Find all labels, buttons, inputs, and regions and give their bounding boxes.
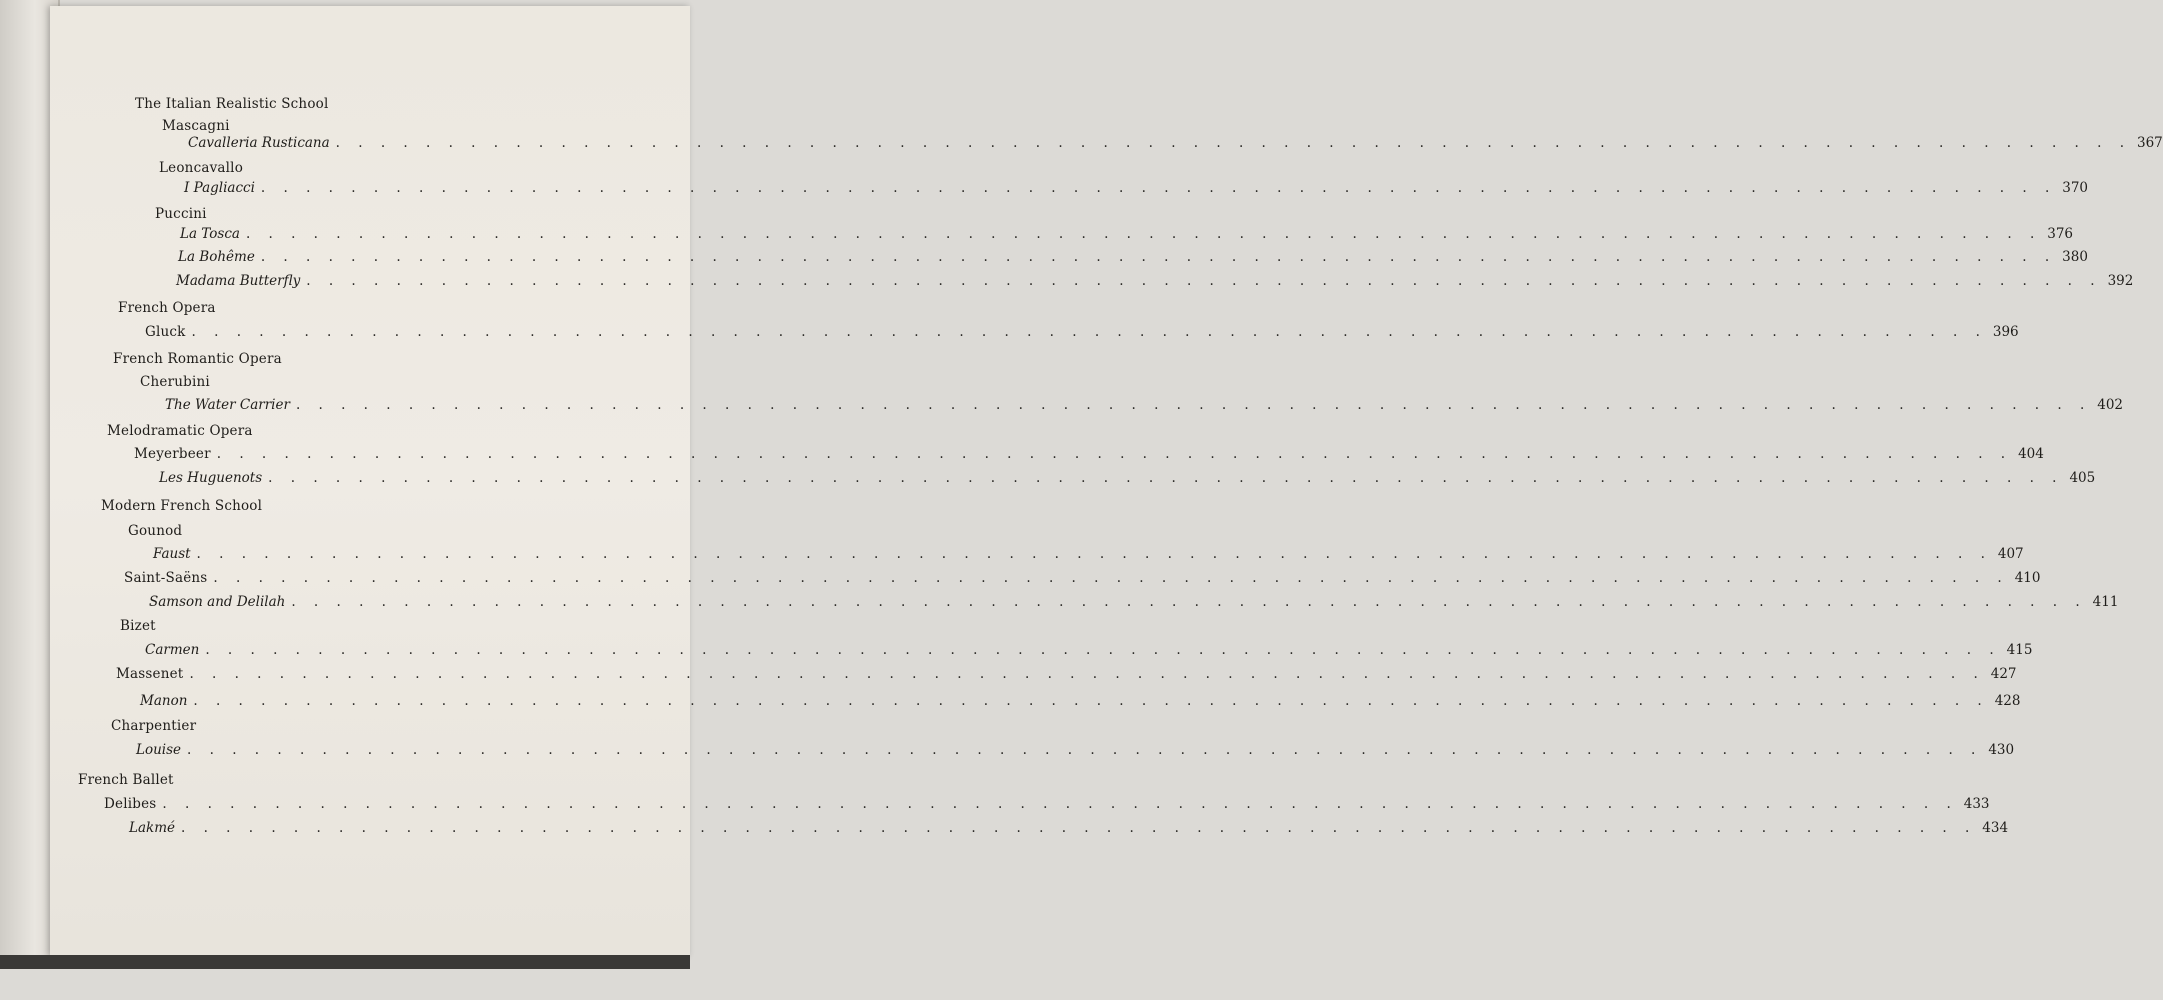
toc-page-number: 407: [1997, 546, 2024, 562]
toc-entry-title: I Pagliacci: [184, 180, 255, 196]
toc-page-number: 392: [2107, 273, 2134, 289]
toc-entry-title: Cavalleria Rusticana: [188, 135, 330, 151]
book-cover-edge: [0, 955, 690, 969]
toc-entry-title: Louise: [136, 742, 182, 758]
toc-section-heading: [107, 421, 253, 441]
toc-entry-title: Massenet: [116, 666, 184, 682]
dot-leader: . . . . . . . . . . . . . . . . . . . . . . . . . . . . . . . . . . . . . . . . . . . . . . . . . . . . . . . . . . . . . . . . . . . . . . . . . . . . . . . .: [260, 180, 2057, 196]
toc-page-number: 427: [1990, 666, 2017, 682]
toc-entry-title: Madama Butterfly: [176, 273, 301, 289]
dot-leader: . . . . . . . . . . . . . . . . . . . . . . . . . . . . . . . . . . . . . . . . . . . . . . . . . . . . . . . . . . . . . . . . . . . . . . . . . . . . . . . .: [196, 546, 1992, 562]
dot-leader: . . . . . . . . . . . . . . . . . . . . . . . . . . . . . . . . . . . . . . . . . . . . . . . . . . . . . . . . . . . . . . . . . . . . . . . . . . . . . . . .: [187, 742, 1983, 758]
toc-page-number: 415: [2006, 642, 2033, 658]
toc-work-entry: [184, 178, 2089, 198]
toc-entry-title: French Ballet: [78, 772, 174, 788]
toc-page-number: 410: [2014, 570, 2041, 586]
toc-composer-entry: [134, 444, 2044, 464]
toc-composer-entry: [124, 568, 2041, 588]
toc-entry-title: Puccini: [155, 206, 207, 222]
toc-entry-title: Samson and Delilah: [149, 594, 286, 610]
dot-leader: . . . . . . . . . . . . . . . . . . . . . . . . . . . . . . . . . . . . . . . . . . . . . . . . . . . . . . . . . . . . . . . . . . . . . . . . . . . . . . . .: [193, 693, 1989, 709]
dot-leader: . . . . . . . . . . . . . . . . . . . . . . . . . . . . . . . . . . . . . . . . . . . . . . . . . . . . . . . . . . . . . . . . . . . . . . . . . . . . . . . .: [260, 249, 2057, 265]
dot-leader: . . . . . . . . . . . . . . . . . . . . . . . . . . . . . . . . . . . . . . . . . . . . . . . . . . . . . . . . . . . . . . . . . . . . . . . . . . . . . . . .: [306, 273, 2102, 289]
toc-page-number: 396: [1992, 324, 2019, 340]
toc-page-number: 376: [2047, 226, 2074, 242]
toc-work-entry: [153, 544, 2024, 564]
toc-entry-title: La Bohême: [178, 249, 255, 265]
toc-composer-entry: [159, 158, 243, 178]
toc-work-entry: [136, 740, 2015, 760]
toc-work-entry: [129, 818, 2009, 838]
toc-composer-entry: [145, 322, 2019, 342]
toc-work-entry: [178, 247, 2088, 267]
toc-section-heading: [113, 349, 282, 369]
toc-section-heading: [78, 770, 174, 790]
toc-section-heading: [101, 496, 262, 516]
toc-page-number: 430: [1988, 742, 2015, 758]
toc-entry-title: Leoncavallo: [159, 160, 244, 176]
toc-work-entry: [140, 691, 2021, 711]
dot-leader: . . . . . . . . . . . . . . . . . . . . . . . . . . . . . . . . . . . . . . . . . . . . . . . . . . . . . . . . . . . . . . . . . . . . . . . . . . . . . . . .: [213, 570, 2009, 586]
toc-entry-title: Gounod: [128, 523, 183, 539]
toc-work-entry: [145, 640, 2033, 660]
toc-section-heading: [135, 94, 329, 114]
dot-leader: . . . . . . . . . . . . . . . . . . . . . . . . . . . . . . . . . . . . . . . . . . . . . . . . . . . . . . . . . . . . . . . . . . . . . . . . . . . . . . . .: [191, 324, 1987, 340]
toc-page-number: 370: [2062, 180, 2089, 196]
toc-page-number: 434: [1982, 820, 2009, 836]
toc-entry-title: Charpentier: [111, 718, 197, 734]
toc-entry-title: Meyerbeer: [134, 446, 211, 462]
toc-page-number: 411: [2092, 594, 2119, 610]
toc-composer-entry: [111, 716, 196, 736]
toc-entry-title: Manon: [140, 693, 188, 709]
toc-composer-entry: [128, 521, 182, 541]
toc-work-entry: [188, 133, 2163, 153]
toc-entry-title: Carmen: [145, 642, 200, 658]
toc-work-entry: [159, 468, 2096, 488]
toc-page-number: 380: [2062, 249, 2088, 265]
dot-leader: . . . . . . . . . . . . . . . . . . . . . . . . . . . . . . . . . . . . . . . . . . . . . . . . . . . . . . . . . . . . . . . . . . . . . . . . . . . . . . . .: [180, 820, 1977, 836]
dot-leader: . . . . . . . . . . . . . . . . . . . . . . . . . . . . . . . . . . . . . . . . . . . . . . . . . . . . . . . . . . . . . . . . . . . . . . . . . . . . . . . .: [245, 226, 2042, 242]
toc-page-number: 367: [2136, 135, 2163, 151]
toc-entry-title: Melodramatic Opera: [107, 423, 253, 439]
dot-leader: . . . . . . . . . . . . . . . . . . . . . . . . . . . . . . . . . . . . . . . . . . . . . . . . . . . . . . . . . . . . . . . . . . . . . . . . . . . . . . . .: [189, 666, 1985, 682]
toc-entry-title: The Italian Realistic School: [135, 96, 329, 112]
dot-leader: . . . . . . . . . . . . . . . . . . . . . . . . . . . . . . . . . . . . . . . . . . . . . . . . . . . . . . . . . . . . . . . . . . . . . . . . . . . . . . . .: [216, 446, 2013, 462]
toc-entry-title: La Tosca: [180, 226, 240, 242]
toc-work-entry: [149, 592, 2119, 612]
dot-leader: . . . . . . . . . . . . . . . . . . . . . . . . . . . . . . . . . . . . . . . . . . . . . . . . . . . . . . . . . . . . . . . . . . . . . . . . . . . . . . . .: [162, 796, 1958, 812]
toc-composer-entry: [140, 372, 210, 392]
toc-page-number: 433: [1963, 796, 1990, 812]
dot-leader: . . . . . . . . . . . . . . . . . . . . . . . . . . . . . . . . . . . . . . . . . . . . . . . . . . . . . . . . . . . . . . . . . . . . . . . . . . . . . . . .: [291, 594, 2087, 610]
toc-entry-title: French Romantic Opera: [113, 351, 282, 367]
dot-leader: . . . . . . . . . . . . . . . . . . . . . . . . . . . . . . . . . . . . . . . . . . . . . . . . . . . . . . . . . . . . . . . . . . . . . . . . . . . . . . . .: [205, 642, 2001, 658]
toc-page-number: 402: [2097, 397, 2124, 413]
toc-work-entry: [176, 271, 2134, 291]
toc-page-number: 404: [2018, 446, 2044, 462]
toc-composer-entry: [104, 794, 1990, 814]
table-of-contents: [50, 6, 2163, 956]
toc-page-number: 428: [1994, 693, 2021, 709]
toc-entry-title: Modern French School: [101, 498, 263, 514]
toc-entry-title: Saint-Saëns: [124, 570, 208, 586]
dot-leader: . . . . . . . . . . . . . . . . . . . . . . . . . . . . . . . . . . . . . . . . . . . . . . . . . . . . . . . . . . . . . . . . . . . . . . . . . . . . . . . .: [268, 470, 2064, 486]
toc-entry-title: Les Huguenots: [159, 470, 263, 486]
toc-entry-title: Lakmé: [129, 820, 175, 836]
toc-page-number: 405: [2069, 470, 2096, 486]
dot-leader: . . . . . . . . . . . . . . . . . . . . . . . . . . . . . . . . . . . . . . . . . . . . . . . . . . . . . . . . . . . . . . . . . . . . . . . . . . . . . . . .: [335, 135, 2131, 151]
toc-composer-entry: [155, 204, 207, 224]
toc-entry-title: Bizet: [120, 618, 156, 634]
toc-entry-title: Gluck: [145, 324, 186, 340]
toc-work-entry: [180, 224, 2074, 244]
toc-entry-title: Delibes: [104, 796, 157, 812]
dot-leader: . . . . . . . . . . . . . . . . . . . . . . . . . . . . . . . . . . . . . . . . . . . . . . . . . . . . . . . . . . . . . . . . . . . . . . . . . . . . . . . .: [295, 397, 2092, 413]
toc-composer-entry: [120, 616, 156, 636]
toc-composer-entry: [116, 664, 2017, 684]
toc-work-entry: [165, 395, 2124, 415]
toc-entry-title: Mascagni: [162, 118, 230, 134]
toc-section-heading: [118, 298, 216, 318]
toc-entry-title: Cherubini: [140, 374, 210, 390]
toc-entry-title: French Opera: [118, 300, 216, 316]
toc-entry-title: Faust: [153, 546, 191, 562]
book-page: [50, 6, 2163, 956]
toc-entry-title: The Water Carrier: [165, 397, 290, 413]
